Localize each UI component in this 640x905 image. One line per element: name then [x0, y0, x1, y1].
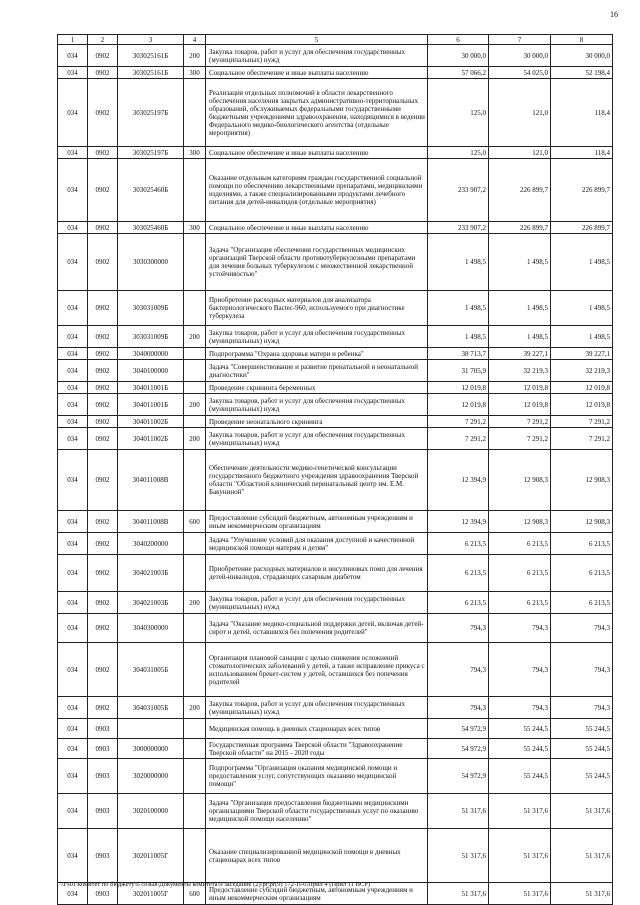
table-row	[58, 643, 613, 697]
file-path-footer: \\Fs01\комитет по бюджету\6 созыв\Документы комитета\9 заседание (2)\pr\pr(9) 172-П-6\Прил 4 (Прил 11 ВСР)	[60, 881, 371, 888]
cell-ministry: 034	[58, 222, 88, 234]
cell-expense-type: 200	[184, 45, 206, 67]
cell-amount-year3: 12 019,8	[551, 382, 613, 394]
table-row	[58, 555, 613, 592]
table-body	[58, 45, 613, 905]
cell-section: 0902	[88, 511, 118, 533]
cell-amount-year3: 118,4	[551, 147, 613, 159]
header-cell: 1	[58, 35, 88, 45]
cell-amount-year1: 51 317,6	[428, 794, 489, 829]
cell-expense-type: 200	[184, 592, 206, 614]
cell-amount-year1: 38 713,7	[428, 348, 489, 360]
cell-ministry: 034	[58, 759, 88, 794]
cell-expense-type	[184, 614, 206, 643]
table-row	[58, 739, 613, 759]
cell-description: Государственная программа Тверской области "Здравоохранение Тверской области" на 2015 - 2020 годы	[206, 739, 428, 759]
cell-amount-year1: 794,3	[428, 643, 489, 697]
cell-amount-year2: 6 213,5	[489, 533, 551, 555]
header-cell: 4	[184, 35, 206, 45]
cell-target-article: 303025460Б	[118, 159, 184, 222]
cell-target-article: 302011005Г	[118, 829, 184, 883]
cell-amount-year1: 12 394,9	[428, 450, 489, 511]
header-cell: 6	[428, 35, 489, 45]
cell-target-article: 3040300000	[118, 614, 184, 643]
cell-amount-year1: 125,0	[428, 147, 489, 159]
table-row	[58, 719, 613, 739]
cell-section: 0903	[88, 739, 118, 759]
table-row	[58, 511, 613, 533]
cell-amount-year1: 794,3	[428, 697, 489, 719]
table-row	[58, 67, 613, 79]
cell-target-article: 303025197Б	[118, 147, 184, 159]
cell-amount-year1: 233 907,2	[428, 222, 489, 234]
cell-description: Социальное обеспечение и иные выплаты населению	[206, 147, 428, 159]
table-row	[58, 794, 613, 829]
cell-amount-year3: 7 291,2	[551, 428, 613, 450]
header-cell: 7	[489, 35, 551, 45]
cell-target-article: 304011002Б	[118, 416, 184, 428]
cell-amount-year3: 51 317,6	[551, 794, 613, 829]
table-row	[58, 79, 613, 147]
cell-expense-type	[184, 643, 206, 697]
cell-target-article: 304011002Б	[118, 428, 184, 450]
cell-amount-year3: 55 244,5	[551, 759, 613, 794]
cell-section: 0902	[88, 394, 118, 416]
table-row	[58, 533, 613, 555]
table-row	[58, 348, 613, 360]
cell-amount-year1: 794,3	[428, 614, 489, 643]
cell-section: 0902	[88, 382, 118, 394]
cell-ministry: 034	[58, 697, 88, 719]
table-row	[58, 291, 613, 326]
cell-amount-year2: 12 908,3	[489, 511, 551, 533]
cell-ministry: 034	[58, 79, 88, 147]
cell-expense-type	[184, 719, 206, 739]
cell-ministry: 034	[58, 555, 88, 592]
table-row	[58, 428, 613, 450]
cell-section: 0902	[88, 234, 118, 291]
cell-expense-type	[184, 450, 206, 511]
cell-amount-year3: 118,4	[551, 79, 613, 147]
cell-expense-type	[184, 234, 206, 291]
cell-ministry: 034	[58, 592, 88, 614]
cell-amount-year1: 1 498,5	[428, 326, 489, 348]
table-row	[58, 450, 613, 511]
cell-ministry: 034	[58, 291, 88, 326]
table-row	[58, 382, 613, 394]
cell-section: 0902	[88, 147, 118, 159]
cell-ministry: 034	[58, 326, 88, 348]
cell-description: Задача "Оказание медико-социальной поддержки детей, включая детей-сирот и детей, оставшихся без попечения родителей"	[206, 614, 428, 643]
cell-amount-year1: 51 317,6	[428, 829, 489, 883]
cell-amount-year2: 12 019,8	[489, 394, 551, 416]
cell-expense-type	[184, 382, 206, 394]
cell-amount-year3: 794,3	[551, 614, 613, 643]
header-cell: 5	[206, 35, 428, 45]
cell-amount-year1: 1 498,5	[428, 291, 489, 326]
cell-target-article: 303025197Б	[118, 79, 184, 147]
cell-ministry: 034	[58, 382, 88, 394]
page-number: 16	[610, 10, 618, 19]
cell-description: Задача "Организация предоставления бюджетными медицинскими организациями Тверской области государственных услуг по оказанию медицинской помощи населению"	[206, 794, 428, 829]
table-row	[58, 592, 613, 614]
cell-ministry: 034	[58, 360, 88, 382]
table-row	[58, 759, 613, 794]
cell-amount-year3: 12 908,3	[551, 511, 613, 533]
cell-description: Подпрограмма "Охрана здоровья матери и ребенка"	[206, 348, 428, 360]
cell-amount-year1: 51 317,6	[428, 883, 489, 905]
cell-amount-year3: 794,3	[551, 697, 613, 719]
cell-expense-type: 300	[184, 67, 206, 79]
cell-amount-year2: 121,0	[489, 147, 551, 159]
cell-target-article: 304011008В	[118, 511, 184, 533]
cell-amount-year3: 226 899,7	[551, 159, 613, 222]
cell-expense-type	[184, 348, 206, 360]
table-row	[58, 222, 613, 234]
cell-section: 0903	[88, 794, 118, 829]
table-row	[58, 326, 613, 348]
cell-amount-year3: 226 899,7	[551, 222, 613, 234]
header-cell: 8	[551, 35, 613, 45]
header-row	[58, 35, 613, 45]
cell-amount-year1: 233 907,2	[428, 159, 489, 222]
cell-amount-year3: 12 908,3	[551, 450, 613, 511]
cell-expense-type	[184, 79, 206, 147]
cell-description: Приобретение расходных материалов для анализатора бактериологического Bactec-960, используемого при диагностике туберкулеза	[206, 291, 428, 326]
cell-ministry: 034	[58, 450, 88, 511]
cell-target-article: 3020100000	[118, 794, 184, 829]
cell-target-article: 303025460Б	[118, 222, 184, 234]
cell-section: 0903	[88, 719, 118, 739]
cell-description: Проведение скрининга беременных	[206, 382, 428, 394]
cell-target-article: 302011005Г	[118, 883, 184, 905]
cell-amount-year2: 55 244,5	[489, 739, 551, 759]
cell-section: 0902	[88, 67, 118, 79]
cell-target-article: 304011001Б	[118, 394, 184, 416]
cell-amount-year2: 1 498,5	[489, 234, 551, 291]
cell-amount-year3: 1 498,5	[551, 234, 613, 291]
cell-ministry: 034	[58, 45, 88, 67]
cell-ministry: 034	[58, 533, 88, 555]
cell-amount-year3: 794,3	[551, 643, 613, 697]
cell-description: Организация плановой санации с целью снижения осложнений стоматологических заболеваний у детей, а также исправление прикуса с использованием брекет-систем у детей, оставшихся без попечения родителей	[206, 643, 428, 697]
cell-amount-year3: 6 213,5	[551, 533, 613, 555]
cell-expense-type	[184, 829, 206, 883]
cell-amount-year3: 1 498,5	[551, 326, 613, 348]
cell-description: Обеспечение деятельности медико-генетической консультации государственного бюджетного учреждения здравоохранения Тверской области "Областной клинический перинатальный центр им. Е.М. Бакуниной"	[206, 450, 428, 511]
cell-expense-type: 200	[184, 326, 206, 348]
cell-expense-type	[184, 533, 206, 555]
cell-expense-type	[184, 360, 206, 382]
cell-amount-year3: 32 219,3	[551, 360, 613, 382]
cell-amount-year2: 12 908,3	[489, 450, 551, 511]
cell-section: 0902	[88, 45, 118, 67]
cell-description: Социальное обеспечение и иные выплаты населению	[206, 67, 428, 79]
cell-section: 0902	[88, 159, 118, 222]
cell-amount-year3: 1 498,5	[551, 291, 613, 326]
cell-section: 0903	[88, 829, 118, 883]
cell-target-article: 303031009Б	[118, 291, 184, 326]
cell-amount-year1: 12 019,8	[428, 382, 489, 394]
cell-description: Задача "Организация обеспечения государственных медицинских организаций Тверской области противотуберкулезными препаратами для лечения больных туберкулезом с множественной лекарственной устойчивостью"	[206, 234, 428, 291]
table-row	[58, 234, 613, 291]
cell-section: 0902	[88, 79, 118, 147]
cell-description: Предоставление субсидий бюджетным, автономным учреждениям и иным некоммерческим организациям	[206, 511, 428, 533]
table-row	[58, 614, 613, 643]
cell-amount-year1: 54 972,9	[428, 739, 489, 759]
cell-ministry: 034	[58, 348, 88, 360]
cell-target-article: 3000000000	[118, 739, 184, 759]
cell-expense-type	[184, 159, 206, 222]
cell-target-article: 303025161Б	[118, 67, 184, 79]
cell-ministry: 034	[58, 147, 88, 159]
cell-description: Закупка товаров, работ и услуг для обеспечения государственных (муниципальных) нужд	[206, 326, 428, 348]
cell-amount-year2: 1 498,5	[489, 326, 551, 348]
cell-expense-type	[184, 416, 206, 428]
cell-amount-year2: 794,3	[489, 697, 551, 719]
cell-section: 0903	[88, 759, 118, 794]
cell-amount-year3: 51 317,6	[551, 883, 613, 905]
cell-expense-type: 200	[184, 697, 206, 719]
cell-section: 0902	[88, 533, 118, 555]
cell-amount-year2: 6 213,5	[489, 555, 551, 592]
table-row	[58, 45, 613, 67]
cell-amount-year2: 226 899,7	[489, 222, 551, 234]
cell-description: Предоставление субсидий бюджетным, автономным учреждениям и иным некоммерческим организациям	[206, 883, 428, 905]
cell-amount-year2: 794,3	[489, 614, 551, 643]
cell-target-article: 3040100000	[118, 360, 184, 382]
cell-section: 0902	[88, 416, 118, 428]
cell-amount-year2: 51 317,6	[489, 883, 551, 905]
cell-section: 0902	[88, 643, 118, 697]
cell-description: Проведение неонатального скрининга	[206, 416, 428, 428]
cell-amount-year3: 7 291,2	[551, 416, 613, 428]
cell-amount-year1: 12 394,9	[428, 511, 489, 533]
cell-ministry: 034	[58, 739, 88, 759]
cell-ministry: 034	[58, 883, 88, 905]
cell-target-article: 304021003Б	[118, 592, 184, 614]
cell-description: Оказание отдельным категориям граждан государственной социальной помощи по обеспечению лекарственными препаратами, медицинскими изделиями, а также специализированными продуктами лечебного питания для детей-инвалидов (отдельные мероприятия)	[206, 159, 428, 222]
cell-section: 0902	[88, 360, 118, 382]
cell-target-article: 3030300000	[118, 234, 184, 291]
cell-description: Оказание специализированной медицинской помощи в дневных стационарах всех типов	[206, 829, 428, 883]
cell-section: 0902	[88, 326, 118, 348]
cell-amount-year3: 30 000,0	[551, 45, 613, 67]
cell-ministry: 034	[58, 394, 88, 416]
header-cell: 3	[118, 35, 184, 45]
cell-expense-type: 600	[184, 511, 206, 533]
cell-expense-type	[184, 794, 206, 829]
cell-amount-year3: 55 244,5	[551, 739, 613, 759]
cell-amount-year3: 6 213,5	[551, 555, 613, 592]
cell-amount-year2: 51 317,6	[489, 794, 551, 829]
cell-expense-type: 200	[184, 428, 206, 450]
cell-expense-type: 600	[184, 883, 206, 905]
cell-amount-year1: 6 213,5	[428, 592, 489, 614]
cell-section: 0902	[88, 291, 118, 326]
cell-description: Закупка товаров, работ и услуг для обеспечения государственных (муниципальных) нужд	[206, 592, 428, 614]
cell-amount-year1: 6 213,5	[428, 555, 489, 592]
cell-amount-year2: 6 213,5	[489, 592, 551, 614]
cell-description: Закупка товаров, работ и услуг для обеспечения государственных (муниципальных) нужд	[206, 697, 428, 719]
cell-amount-year3: 6 213,5	[551, 592, 613, 614]
cell-amount-year1: 54 972,9	[428, 719, 489, 739]
cell-description: Закупка товаров, работ и услуг для обеспечения государственных (муниципальных) нужд	[206, 394, 428, 416]
cell-expense-type	[184, 291, 206, 326]
cell-amount-year2: 7 291,2	[489, 428, 551, 450]
cell-description: Закупка товаров, работ и услуг для обеспечения государственных (муниципальных) нужд	[206, 428, 428, 450]
cell-ministry: 034	[58, 511, 88, 533]
table-row	[58, 416, 613, 428]
cell-target-article: 304031005Б	[118, 697, 184, 719]
cell-ministry: 034	[58, 67, 88, 79]
cell-section: 0903	[88, 883, 118, 905]
cell-ministry: 034	[58, 829, 88, 883]
cell-section: 0902	[88, 348, 118, 360]
cell-amount-year3: 51 317,6	[551, 829, 613, 883]
cell-amount-year1: 7 291,2	[428, 428, 489, 450]
cell-amount-year2: 55 244,5	[489, 719, 551, 739]
cell-description: Социальное обеспечение и иные выплаты населению	[206, 222, 428, 234]
cell-amount-year1: 12 019,8	[428, 394, 489, 416]
cell-amount-year3: 12 019,8	[551, 394, 613, 416]
cell-target-article: 304011008В	[118, 450, 184, 511]
cell-target-article: 304011001Б	[118, 382, 184, 394]
cell-expense-type: 200	[184, 394, 206, 416]
cell-section: 0902	[88, 428, 118, 450]
cell-target-article: 304031005Б	[118, 643, 184, 697]
cell-section: 0902	[88, 222, 118, 234]
cell-amount-year2: 121,0	[489, 79, 551, 147]
cell-section: 0902	[88, 555, 118, 592]
cell-description: Закупка товаров, работ и услуг для обеспечения государственных (муниципальных) нужд	[206, 45, 428, 67]
cell-amount-year1: 1 498,5	[428, 234, 489, 291]
cell-description: Реализация отдельных полномочий в области лекарственного обеспечения населения закрытых административно-территориальных образований, обслуживаемых федеральными государственными бюджетными учреждениями здравоохранения, находящимися в ведении Федерального медико-биологического агентства (отдельные мероприятия)	[206, 79, 428, 147]
table-row	[58, 159, 613, 222]
cell-amount-year2: 1 498,5	[489, 291, 551, 326]
cell-description: Задача "Улучшение условий для оказания доступной и качественной медицинской помощи матерям и детям"	[206, 533, 428, 555]
cell-ministry: 034	[58, 234, 88, 291]
cell-amount-year2: 794,3	[489, 643, 551, 697]
cell-section: 0902	[88, 592, 118, 614]
cell-amount-year1: 30 000,0	[428, 45, 489, 67]
cell-section: 0902	[88, 614, 118, 643]
cell-amount-year2: 30 000,0	[489, 45, 551, 67]
cell-ministry: 034	[58, 719, 88, 739]
cell-target-article: 3040000000	[118, 348, 184, 360]
cell-expense-type	[184, 739, 206, 759]
budget-table	[57, 34, 613, 905]
cell-amount-year2: 51 317,6	[489, 829, 551, 883]
cell-target-article: 304021003Б	[118, 555, 184, 592]
cell-expense-type	[184, 555, 206, 592]
cell-amount-year3: 55 244,5	[551, 719, 613, 739]
cell-amount-year3: 39 227,1	[551, 348, 613, 360]
cell-amount-year2: 39 227,1	[489, 348, 551, 360]
cell-section: 0902	[88, 450, 118, 511]
cell-target-article	[118, 719, 184, 739]
table-row	[58, 829, 613, 883]
cell-amount-year2: 54 025,0	[489, 67, 551, 79]
cell-amount-year2: 55 244,5	[489, 759, 551, 794]
cell-amount-year2: 7 291,2	[489, 416, 551, 428]
cell-target-article: 303031009Б	[118, 326, 184, 348]
cell-ministry: 034	[58, 614, 88, 643]
cell-expense-type: 300	[184, 147, 206, 159]
cell-section: 0902	[88, 697, 118, 719]
cell-ministry: 034	[58, 643, 88, 697]
header-cell: 2	[88, 35, 118, 45]
cell-amount-year2: 32 219,3	[489, 360, 551, 382]
budget-table-container	[57, 34, 612, 905]
cell-expense-type: 300	[184, 222, 206, 234]
cell-expense-type	[184, 759, 206, 794]
table-row	[58, 394, 613, 416]
table-row	[58, 147, 613, 159]
cell-amount-year1: 6 213,5	[428, 533, 489, 555]
cell-amount-year2: 226 899,7	[489, 159, 551, 222]
cell-ministry: 034	[58, 416, 88, 428]
cell-description: Задача "Совершенствование и развитие пренатальной и неонатальной диагностики"	[206, 360, 428, 382]
cell-amount-year1: 7 291,2	[428, 416, 489, 428]
cell-amount-year1: 31 705,9	[428, 360, 489, 382]
cell-ministry: 034	[58, 794, 88, 829]
cell-amount-year1: 57 066,2	[428, 67, 489, 79]
cell-ministry: 034	[58, 428, 88, 450]
table-row	[58, 697, 613, 719]
cell-ministry: 034	[58, 159, 88, 222]
cell-target-article: 3020000000	[118, 759, 184, 794]
cell-amount-year2: 12 019,8	[489, 382, 551, 394]
cell-description: Медицинская помощь в дневных стационарах всех типов	[206, 719, 428, 739]
cell-amount-year3: 52 198,4	[551, 67, 613, 79]
cell-description: Подпрограмма "Организация оказания медицинской помощи и предоставления услуг, сопутствующих оказанию медицинской помощи"	[206, 759, 428, 794]
table-row	[58, 360, 613, 382]
cell-amount-year1: 54 972,9	[428, 759, 489, 794]
cell-target-article: 3040200000	[118, 533, 184, 555]
cell-target-article: 303025161Б	[118, 45, 184, 67]
cell-description: Приобретение расходных материалов и инсулиновых помп для лечения детей-инвалидов, страдающих сахарным диабетом	[206, 555, 428, 592]
cell-amount-year1: 125,0	[428, 79, 489, 147]
